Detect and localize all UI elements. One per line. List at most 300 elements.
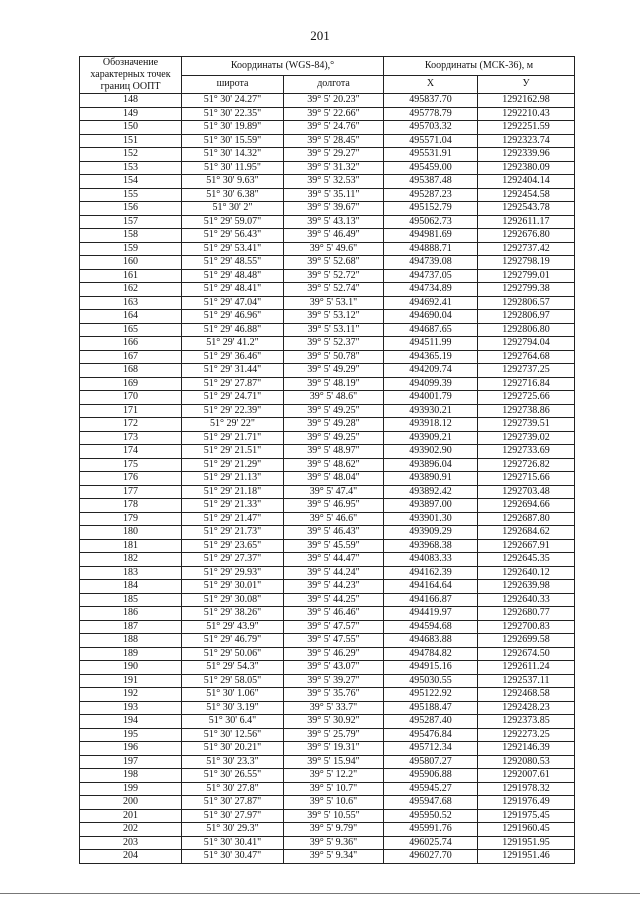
- point-number-cell: 182: [80, 553, 182, 567]
- x-coordinate-cell: 495807.27: [384, 755, 478, 769]
- y-coordinate-cell: 1291975.45: [478, 809, 575, 823]
- y-coordinate-cell: 1292674.50: [478, 647, 575, 661]
- latitude-cell: 51° 30' 29.3": [182, 823, 284, 837]
- x-coordinate-cell: 495712.34: [384, 742, 478, 756]
- table-row: [80, 418, 575, 432]
- longitude-cell: 39° 5' 48.97": [284, 445, 384, 459]
- x-coordinate-cell: 494687.65: [384, 323, 478, 337]
- y-coordinate-cell: 1292676.80: [478, 229, 575, 243]
- longitude-cell: 39° 5' 12.2": [284, 769, 384, 783]
- latitude-cell: 51° 29' 29.93": [182, 566, 284, 580]
- table-row: [80, 458, 575, 472]
- longitude-cell: 39° 5' 22.66": [284, 107, 384, 121]
- x-coordinate-cell: 493909.21: [384, 431, 478, 445]
- latitude-cell: 51° 30' 19.89": [182, 121, 284, 135]
- table-row: [80, 688, 575, 702]
- longitude-cell: 39° 5' 48.19": [284, 377, 384, 391]
- point-number-cell: 187: [80, 620, 182, 634]
- y-coordinate-cell: 1292339.96: [478, 148, 575, 162]
- latitude-cell: 51° 29' 46.88": [182, 323, 284, 337]
- table-row: [80, 310, 575, 324]
- y-coordinate-cell: 1292737.25: [478, 364, 575, 378]
- y-coordinate-cell: 1292640.33: [478, 593, 575, 607]
- longitude-cell: 39° 5' 43.07": [284, 661, 384, 675]
- y-coordinate-cell: 1292737.42: [478, 242, 575, 256]
- x-coordinate-cell: 493968.38: [384, 539, 478, 553]
- table-row: [80, 202, 575, 216]
- longitude-cell: 39° 5' 49.25": [284, 404, 384, 418]
- table-row: [80, 445, 575, 459]
- longitude-cell: 39° 5' 9.34": [284, 850, 384, 864]
- table-header: [80, 57, 575, 94]
- longitude-cell: 39° 5' 35.76": [284, 688, 384, 702]
- longitude-cell: 39° 5' 48.04": [284, 472, 384, 486]
- latitude-cell: 51° 29' 48.48": [182, 269, 284, 283]
- x-coordinate-cell: 493909.29: [384, 526, 478, 540]
- y-coordinate-cell: 1292323.74: [478, 134, 575, 148]
- longitude-cell: 39° 5' 10.7": [284, 782, 384, 796]
- coordinates-table: [79, 56, 575, 864]
- longitude-cell: 39° 5' 46.49": [284, 229, 384, 243]
- point-number-cell: 201: [80, 809, 182, 823]
- latitude-cell: 51° 29' 47.04": [182, 296, 284, 310]
- longitude-cell: 39° 5' 48.6": [284, 391, 384, 405]
- x-coordinate-cell: 494690.04: [384, 310, 478, 324]
- table-row: [80, 269, 575, 283]
- latitude-cell: 51° 29' 41.2": [182, 337, 284, 351]
- longitude-cell: 39° 5' 43.13": [284, 215, 384, 229]
- point-number-cell: 152: [80, 148, 182, 162]
- x-coordinate-cell: 495778.79: [384, 107, 478, 121]
- point-number-cell: 191: [80, 674, 182, 688]
- y-coordinate-cell: 1292454.58: [478, 188, 575, 202]
- point-number-cell: 196: [80, 742, 182, 756]
- point-number-cell: 204: [80, 850, 182, 864]
- latitude-cell: 51° 29' 21.29": [182, 458, 284, 472]
- table-row: [80, 755, 575, 769]
- x-coordinate-cell: 495991.76: [384, 823, 478, 837]
- latitude-cell: 51° 30' 23.3": [182, 755, 284, 769]
- y-coordinate-cell: 1292428.23: [478, 701, 575, 715]
- longitude-cell: 39° 5' 15.94": [284, 755, 384, 769]
- x-coordinate-cell: 495062.73: [384, 215, 478, 229]
- x-coordinate-cell: 495188.47: [384, 701, 478, 715]
- y-coordinate-cell: 1292611.17: [478, 215, 575, 229]
- table-row: [80, 215, 575, 229]
- latitude-cell: 51° 30' 1.06": [182, 688, 284, 702]
- header-latitude: широта: [182, 75, 284, 94]
- point-number-cell: 200: [80, 796, 182, 810]
- y-coordinate-cell: 1292798.19: [478, 256, 575, 270]
- point-number-cell: 203: [80, 836, 182, 850]
- table-row: [80, 620, 575, 634]
- point-number-cell: 171: [80, 404, 182, 418]
- table-row: [80, 823, 575, 837]
- table-row: [80, 607, 575, 621]
- y-coordinate-cell: 1292694.66: [478, 499, 575, 513]
- latitude-cell: 51° 29' 59.07": [182, 215, 284, 229]
- y-coordinate-cell: 1292794.04: [478, 337, 575, 351]
- latitude-cell: 51° 29' 30.01": [182, 580, 284, 594]
- longitude-cell: 39° 5' 44.23": [284, 580, 384, 594]
- table-row: [80, 701, 575, 715]
- table-row: [80, 175, 575, 189]
- y-coordinate-cell: 1292703.48: [478, 485, 575, 499]
- table-row: [80, 229, 575, 243]
- latitude-cell: 51° 30' 2": [182, 202, 284, 216]
- longitude-cell: 39° 5' 10.55": [284, 809, 384, 823]
- point-number-cell: 155: [80, 188, 182, 202]
- x-coordinate-cell: 495459.00: [384, 161, 478, 175]
- y-coordinate-cell: 1291951.95: [478, 836, 575, 850]
- latitude-cell: 51° 30' 15.59": [182, 134, 284, 148]
- latitude-cell: 51° 30' 12.56": [182, 728, 284, 742]
- point-number-cell: 165: [80, 323, 182, 337]
- header-wgs84-group: Координаты (WGS-84),°: [182, 57, 384, 76]
- y-coordinate-cell: 1292739.02: [478, 431, 575, 445]
- latitude-cell: 51° 29' 21.47": [182, 512, 284, 526]
- y-coordinate-cell: 1292806.57: [478, 296, 575, 310]
- y-coordinate-cell: 1292733.69: [478, 445, 575, 459]
- x-coordinate-cell: 494734.89: [384, 283, 478, 297]
- x-coordinate-cell: 494099.39: [384, 377, 478, 391]
- table-row: [80, 499, 575, 513]
- table-row: [80, 647, 575, 661]
- page-number: 201: [310, 28, 330, 43]
- x-coordinate-cell: 494594.68: [384, 620, 478, 634]
- longitude-cell: 39° 5' 19.31": [284, 742, 384, 756]
- y-coordinate-cell: 1292725.66: [478, 391, 575, 405]
- latitude-cell: 51° 29' 53.41": [182, 242, 284, 256]
- y-coordinate-cell: 1292645.35: [478, 553, 575, 567]
- header-longitude: долгота: [284, 75, 384, 94]
- latitude-cell: 51° 29' 23.65": [182, 539, 284, 553]
- point-number-cell: 186: [80, 607, 182, 621]
- longitude-cell: 39° 5' 35.11": [284, 188, 384, 202]
- point-number-cell: 164: [80, 310, 182, 324]
- latitude-cell: 51° 29' 31.44": [182, 364, 284, 378]
- table-row: [80, 404, 575, 418]
- point-number-cell: 185: [80, 593, 182, 607]
- x-coordinate-cell: 495837.70: [384, 94, 478, 108]
- x-coordinate-cell: 495387.48: [384, 175, 478, 189]
- y-coordinate-cell: 1291951.46: [478, 850, 575, 864]
- longitude-cell: 39° 5' 28.45": [284, 134, 384, 148]
- x-coordinate-cell: 495287.40: [384, 715, 478, 729]
- x-coordinate-cell: 495950.52: [384, 809, 478, 823]
- longitude-cell: 39° 5' 39.67": [284, 202, 384, 216]
- x-coordinate-cell: 493901.30: [384, 512, 478, 526]
- latitude-cell: 51° 29' 21.13": [182, 472, 284, 486]
- point-number-cell: 178: [80, 499, 182, 513]
- x-coordinate-cell: 496025.74: [384, 836, 478, 850]
- x-coordinate-cell: 493892.42: [384, 485, 478, 499]
- longitude-cell: 39° 5' 46.6": [284, 512, 384, 526]
- table-row: [80, 769, 575, 783]
- longitude-cell: 39° 5' 9.36": [284, 836, 384, 850]
- table-row: [80, 580, 575, 594]
- point-number-cell: 184: [80, 580, 182, 594]
- y-coordinate-cell: 1292806.80: [478, 323, 575, 337]
- table-row: [80, 350, 575, 364]
- table-row: [80, 796, 575, 810]
- point-number-cell: 195: [80, 728, 182, 742]
- point-number-cell: 167: [80, 350, 182, 364]
- point-number-cell: 172: [80, 418, 182, 432]
- longitude-cell: 39° 5' 52.72": [284, 269, 384, 283]
- point-number-cell: 190: [80, 661, 182, 675]
- y-coordinate-cell: 1292146.39: [478, 742, 575, 756]
- table-row: [80, 256, 575, 270]
- table-row: [80, 850, 575, 864]
- point-number-cell: 150: [80, 121, 182, 135]
- y-coordinate-cell: 1292080.53: [478, 755, 575, 769]
- x-coordinate-cell: 494915.16: [384, 661, 478, 675]
- point-number-cell: 156: [80, 202, 182, 216]
- x-coordinate-cell: 495122.92: [384, 688, 478, 702]
- y-coordinate-cell: 1292543.78: [478, 202, 575, 216]
- latitude-cell: 51° 30' 6.4": [182, 715, 284, 729]
- y-coordinate-cell: 1292640.12: [478, 566, 575, 580]
- longitude-cell: 39° 5' 47.57": [284, 620, 384, 634]
- latitude-cell: 51° 30' 26.55": [182, 769, 284, 783]
- latitude-cell: 51° 29' 43.9": [182, 620, 284, 634]
- point-number-cell: 181: [80, 539, 182, 553]
- x-coordinate-cell: 493890.91: [384, 472, 478, 486]
- y-coordinate-cell: 1292680.77: [478, 607, 575, 621]
- x-coordinate-cell: 495947.68: [384, 796, 478, 810]
- point-number-cell: 180: [80, 526, 182, 540]
- latitude-cell: 51° 29' 30.08": [182, 593, 284, 607]
- point-number-cell: 174: [80, 445, 182, 459]
- x-coordinate-cell: 493902.90: [384, 445, 478, 459]
- x-coordinate-cell: 494001.79: [384, 391, 478, 405]
- y-coordinate-cell: 1292739.51: [478, 418, 575, 432]
- x-coordinate-cell: 495152.79: [384, 202, 478, 216]
- table-row: [80, 742, 575, 756]
- point-number-cell: 158: [80, 229, 182, 243]
- y-coordinate-cell: 1291978.32: [478, 782, 575, 796]
- table-row: [80, 539, 575, 553]
- point-number-cell: 183: [80, 566, 182, 580]
- longitude-cell: 39° 5' 47.4": [284, 485, 384, 499]
- table-row: [80, 161, 575, 175]
- latitude-cell: 51° 30' 11.95": [182, 161, 284, 175]
- longitude-cell: 39° 5' 49.28": [284, 418, 384, 432]
- y-coordinate-cell: 1292700.83: [478, 620, 575, 634]
- y-coordinate-cell: 1292738.86: [478, 404, 575, 418]
- table-row: [80, 809, 575, 823]
- longitude-cell: 39° 5' 46.46": [284, 607, 384, 621]
- latitude-cell: 51° 30' 3.19": [182, 701, 284, 715]
- point-number-cell: 153: [80, 161, 182, 175]
- x-coordinate-cell: 493896.04: [384, 458, 478, 472]
- table-row: [80, 148, 575, 162]
- point-number-cell: 159: [80, 242, 182, 256]
- table-row: [80, 296, 575, 310]
- table-row: [80, 188, 575, 202]
- longitude-cell: 39° 5' 45.59": [284, 539, 384, 553]
- table-row: [80, 134, 575, 148]
- table-row: [80, 526, 575, 540]
- table-row: [80, 728, 575, 742]
- y-coordinate-cell: 1291960.45: [478, 823, 575, 837]
- longitude-cell: 39° 5' 52.68": [284, 256, 384, 270]
- x-coordinate-cell: 493930.21: [384, 404, 478, 418]
- point-number-cell: 157: [80, 215, 182, 229]
- y-coordinate-cell: 1292210.43: [478, 107, 575, 121]
- latitude-cell: 51° 29' 46.79": [182, 634, 284, 648]
- point-number-cell: 168: [80, 364, 182, 378]
- x-coordinate-cell: 495476.84: [384, 728, 478, 742]
- point-number-cell: 163: [80, 296, 182, 310]
- latitude-cell: 51° 29' 38.26": [182, 607, 284, 621]
- page-bottom-rule: [0, 893, 640, 894]
- table-row: [80, 836, 575, 850]
- x-coordinate-cell: 494164.64: [384, 580, 478, 594]
- longitude-cell: 39° 5' 24.76": [284, 121, 384, 135]
- point-number-cell: 151: [80, 134, 182, 148]
- longitude-cell: 39° 5' 49.29": [284, 364, 384, 378]
- latitude-cell: 51° 29' 48.41": [182, 283, 284, 297]
- table-row: [80, 661, 575, 675]
- table-row: [80, 472, 575, 486]
- y-coordinate-cell: 1292373.85: [478, 715, 575, 729]
- table-row: [80, 377, 575, 391]
- point-number-cell: 170: [80, 391, 182, 405]
- table-row: [80, 107, 575, 121]
- point-number-cell: 189: [80, 647, 182, 661]
- point-number-cell: 160: [80, 256, 182, 270]
- latitude-cell: 51° 30' 27.87": [182, 796, 284, 810]
- point-number-cell: 198: [80, 769, 182, 783]
- y-coordinate-cell: 1292799.38: [478, 283, 575, 297]
- latitude-cell: 51° 29' 46.96": [182, 310, 284, 324]
- latitude-cell: 51° 29' 21.18": [182, 485, 284, 499]
- latitude-cell: 51° 29' 21.51": [182, 445, 284, 459]
- y-coordinate-cell: 1292380.09: [478, 161, 575, 175]
- longitude-cell: 39° 5' 39.27": [284, 674, 384, 688]
- header-msk36-group: Координаты (МСК-36), м: [384, 57, 575, 76]
- latitude-cell: 51° 29' 54.3": [182, 661, 284, 675]
- longitude-cell: 39° 5' 47.55": [284, 634, 384, 648]
- table-row: [80, 485, 575, 499]
- latitude-cell: 51° 30' 30.41": [182, 836, 284, 850]
- longitude-cell: 39° 5' 46.95": [284, 499, 384, 513]
- point-number-cell: 154: [80, 175, 182, 189]
- longitude-cell: 39° 5' 30.92": [284, 715, 384, 729]
- x-coordinate-cell: 495906.88: [384, 769, 478, 783]
- longitude-cell: 39° 5' 48.62": [284, 458, 384, 472]
- longitude-cell: 39° 5' 49.25": [284, 431, 384, 445]
- header-y: У: [478, 75, 575, 94]
- x-coordinate-cell: 494888.71: [384, 242, 478, 256]
- longitude-cell: 39° 5' 44.24": [284, 566, 384, 580]
- x-coordinate-cell: 494692.41: [384, 296, 478, 310]
- table-row: [80, 431, 575, 445]
- x-coordinate-cell: 494683.88: [384, 634, 478, 648]
- y-coordinate-cell: 1292699.58: [478, 634, 575, 648]
- latitude-cell: 51° 29' 27.87": [182, 377, 284, 391]
- point-number-cell: 161: [80, 269, 182, 283]
- y-coordinate-cell: 1292468.58: [478, 688, 575, 702]
- x-coordinate-cell: 495531.91: [384, 148, 478, 162]
- latitude-cell: 51° 29' 24.71": [182, 391, 284, 405]
- x-coordinate-cell: 495571.04: [384, 134, 478, 148]
- latitude-cell: 51° 30' 27.97": [182, 809, 284, 823]
- longitude-cell: 39° 5' 33.7": [284, 701, 384, 715]
- y-coordinate-cell: 1292764.68: [478, 350, 575, 364]
- point-number-cell: 179: [80, 512, 182, 526]
- latitude-cell: 51° 30' 30.47": [182, 850, 284, 864]
- table-row: [80, 283, 575, 297]
- table-row: [80, 94, 575, 108]
- y-coordinate-cell: 1292684.62: [478, 526, 575, 540]
- y-coordinate-cell: 1292537.11: [478, 674, 575, 688]
- latitude-cell: 51° 30' 9.63": [182, 175, 284, 189]
- point-number-cell: 202: [80, 823, 182, 837]
- longitude-cell: 39° 5' 46.43": [284, 526, 384, 540]
- longitude-cell: 39° 5' 10.6": [284, 796, 384, 810]
- table-row: [80, 782, 575, 796]
- header-x: X: [384, 75, 478, 94]
- x-coordinate-cell: 495287.23: [384, 188, 478, 202]
- x-coordinate-cell: 494511.99: [384, 337, 478, 351]
- table-row: [80, 242, 575, 256]
- table-row: [80, 566, 575, 580]
- x-coordinate-cell: 496027.70: [384, 850, 478, 864]
- latitude-cell: 51° 29' 50.06": [182, 647, 284, 661]
- latitude-cell: 51° 30' 24.27": [182, 94, 284, 108]
- table-body: [80, 94, 575, 864]
- longitude-cell: 39° 5' 25.79": [284, 728, 384, 742]
- header-designation: Обозначение характерных точек границ ООПТ: [80, 57, 182, 94]
- table-row: [80, 593, 575, 607]
- x-coordinate-cell: 494209.74: [384, 364, 478, 378]
- table-row: [80, 364, 575, 378]
- longitude-cell: 39° 5' 44.47": [284, 553, 384, 567]
- longitude-cell: 39° 5' 49.6": [284, 242, 384, 256]
- longitude-cell: 39° 5' 50.78": [284, 350, 384, 364]
- table-row: [80, 391, 575, 405]
- point-number-cell: 177: [80, 485, 182, 499]
- x-coordinate-cell: 494981.69: [384, 229, 478, 243]
- table-row: [80, 715, 575, 729]
- longitude-cell: 39° 5' 32.53": [284, 175, 384, 189]
- point-number-cell: 149: [80, 107, 182, 121]
- point-number-cell: 166: [80, 337, 182, 351]
- latitude-cell: 51° 30' 27.8": [182, 782, 284, 796]
- point-number-cell: 192: [80, 688, 182, 702]
- latitude-cell: 51° 29' 21.71": [182, 431, 284, 445]
- latitude-cell: 51° 29' 56.43": [182, 229, 284, 243]
- y-coordinate-cell: 1292726.82: [478, 458, 575, 472]
- x-coordinate-cell: 494166.87: [384, 593, 478, 607]
- y-coordinate-cell: 1292162.98: [478, 94, 575, 108]
- point-number-cell: 194: [80, 715, 182, 729]
- latitude-cell: 51° 30' 14.32": [182, 148, 284, 162]
- latitude-cell: 51° 29' 48.55": [182, 256, 284, 270]
- point-number-cell: 162: [80, 283, 182, 297]
- y-coordinate-cell: 1292404.14: [478, 175, 575, 189]
- x-coordinate-cell: 494784.82: [384, 647, 478, 661]
- point-number-cell: 188: [80, 634, 182, 648]
- y-coordinate-cell: 1292007.61: [478, 769, 575, 783]
- x-coordinate-cell: 494365.19: [384, 350, 478, 364]
- latitude-cell: 51° 30' 20.21": [182, 742, 284, 756]
- x-coordinate-cell: 494162.39: [384, 566, 478, 580]
- longitude-cell: 39° 5' 44.25": [284, 593, 384, 607]
